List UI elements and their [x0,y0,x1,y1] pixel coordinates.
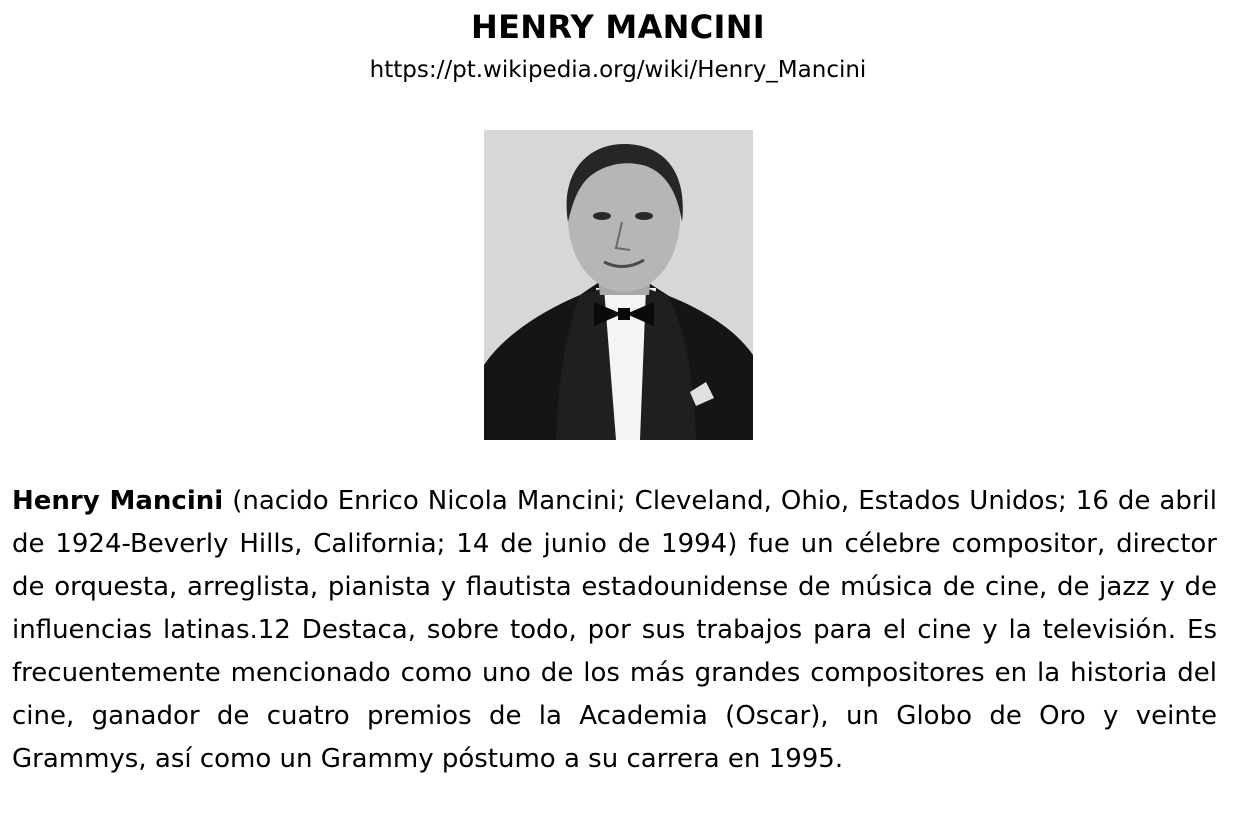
biography-name: Henry Mancini [12,486,224,516]
biography-text: (nacido Enrico Nicola Mancini; Cleveland, Ohio, Estados Unidos; 16 de abril de 1924-Beverly Hills, California; 14 de junio de 1994) fue un célebre compositor, director de orquesta, arreglista, pianista y flautista estadounidense de música de cine, de jazz y de influencias latinas.12 Destaca, sobre todo, por sus trabajos para el cine y la televisión. Es frecuentemente mencionado como uno de los más grandes compositores en la historia del cine, ganador de cuatro premios de la Academia (Oscar), un Globo de Oro y veinte Grammys, así como un Grammy póstumo a su carrera en 1995. [12,486,1218,774]
page-title: HENRY MANCINI [471,8,765,46]
portrait-photo [484,130,753,440]
source-url: https://pt.wikipedia.org/wiki/Henry_Mancini [369,57,867,83]
portrait-photo-icon [484,130,753,440]
biography-paragraph [12,480,1217,781]
